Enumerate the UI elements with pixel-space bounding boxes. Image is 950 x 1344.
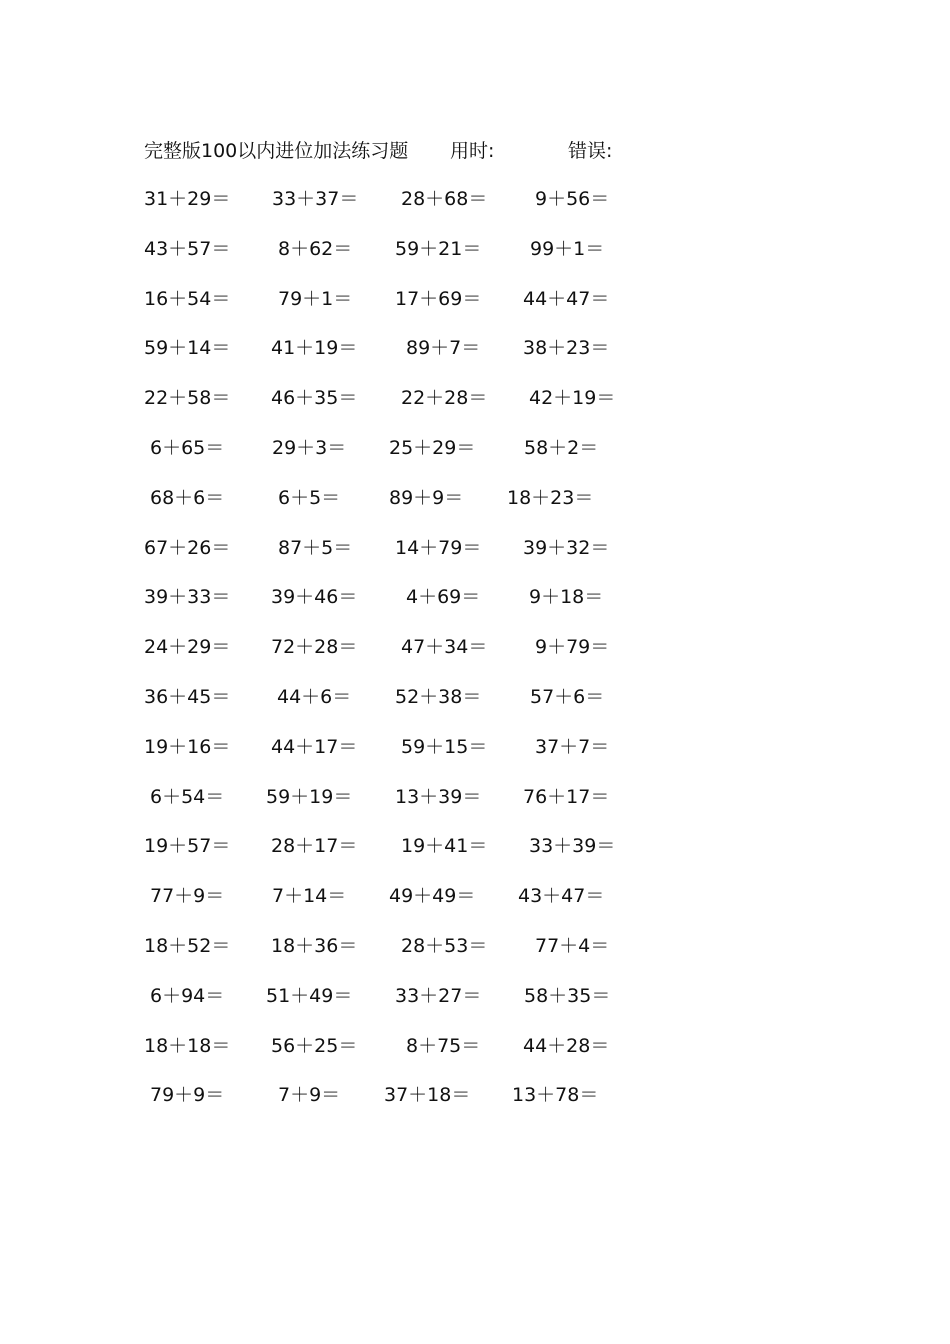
- problem-row: [0, 184, 700, 214]
- addition-problem: 59＋15＝: [401, 735, 488, 758]
- problem-row: [0, 533, 700, 563]
- addition-problem: 16＋54＝: [144, 287, 231, 310]
- addition-problem: 42＋19＝: [529, 387, 616, 410]
- addition-problem: 37＋18＝: [384, 1084, 471, 1107]
- problem-row: [0, 234, 700, 264]
- problem-row: [0, 383, 700, 413]
- addition-problem: 39＋32＝: [523, 536, 610, 559]
- addition-problem: 33＋37＝: [272, 188, 359, 210]
- problem-row: [0, 682, 700, 712]
- addition-problem: 87＋5＝: [278, 536, 353, 559]
- problem-row: [0, 632, 700, 662]
- addition-problem: 19＋41＝: [401, 835, 488, 858]
- addition-problem: 44＋28＝: [523, 1034, 610, 1057]
- problem-row: [0, 1080, 700, 1110]
- addition-problem: 72＋28＝: [271, 636, 358, 659]
- addition-problem: 29＋3＝: [272, 437, 347, 459]
- addition-problem: 17＋69＝: [395, 287, 482, 310]
- addition-problem: 68＋6＝: [150, 486, 225, 509]
- problem-row: [0, 433, 700, 463]
- problem-row: [0, 483, 700, 513]
- addition-problem: 18＋52＝: [144, 935, 231, 957]
- addition-problem: 56＋25＝: [271, 1034, 358, 1057]
- addition-problem: 33＋39＝: [529, 835, 616, 858]
- time-used-label: 用时:: [450, 140, 495, 162]
- problem-row: [0, 931, 700, 961]
- worksheet-title: 完整版100以内进位加法练习题: [144, 140, 409, 162]
- addition-problem: 47＋34＝: [401, 636, 488, 659]
- addition-problem: 8＋62＝: [278, 237, 353, 260]
- addition-problem: 18＋23＝: [507, 486, 594, 509]
- addition-problem: 9＋56＝: [535, 188, 610, 210]
- addition-problem: 41＋19＝: [271, 337, 358, 360]
- addition-problem: 4＋69＝: [406, 586, 481, 609]
- addition-problem: 6＋5＝: [278, 486, 341, 509]
- problem-row: [0, 582, 700, 612]
- addition-problem: 44＋47＝: [523, 287, 610, 310]
- addition-problem: 52＋38＝: [395, 686, 482, 708]
- addition-problem: 28＋17＝: [271, 835, 358, 858]
- addition-problem: 59＋21＝: [395, 237, 482, 260]
- addition-problem: 6＋65＝: [150, 437, 225, 459]
- addition-problem: 37＋7＝: [535, 735, 610, 758]
- addition-problem: 28＋53＝: [401, 935, 488, 957]
- addition-problem: 79＋1＝: [278, 287, 353, 310]
- addition-problem: 59＋14＝: [144, 337, 231, 360]
- addition-problem: 57＋6＝: [530, 686, 605, 708]
- addition-problem: 43＋57＝: [144, 237, 231, 260]
- addition-problem: 39＋46＝: [271, 586, 358, 609]
- addition-problem: 9＋79＝: [535, 636, 610, 659]
- addition-problem: 67＋26＝: [144, 536, 231, 559]
- problem-row: [0, 831, 700, 861]
- errors-label: 错误:: [568, 140, 613, 162]
- addition-problem: 58＋35＝: [524, 984, 611, 1007]
- addition-problem: 44＋17＝: [271, 735, 358, 758]
- addition-problem: 89＋9＝: [389, 486, 464, 509]
- addition-problem: 38＋23＝: [523, 337, 610, 360]
- addition-problem: 43＋47＝: [518, 885, 605, 908]
- addition-problem: 22＋28＝: [401, 387, 488, 410]
- addition-problem: 18＋36＝: [271, 935, 358, 957]
- addition-problem: 79＋9＝: [150, 1084, 225, 1107]
- addition-problem: 6＋94＝: [150, 984, 225, 1007]
- addition-problem: 9＋18＝: [529, 586, 604, 609]
- addition-problem: 59＋19＝: [266, 785, 353, 808]
- addition-problem: 6＋54＝: [150, 785, 225, 808]
- addition-problem: 49＋49＝: [389, 885, 476, 908]
- addition-problem: 19＋16＝: [144, 735, 231, 758]
- addition-problem: 19＋57＝: [144, 835, 231, 858]
- addition-problem: 51＋49＝: [266, 984, 353, 1007]
- addition-problem: 44＋6＝: [277, 686, 352, 708]
- addition-problem: 36＋45＝: [144, 686, 231, 708]
- problem-row: [0, 782, 700, 812]
- addition-problem: 46＋35＝: [271, 387, 358, 410]
- problem-row: [0, 881, 700, 911]
- addition-problem: 58＋2＝: [524, 437, 599, 459]
- addition-problem: 28＋68＝: [401, 188, 488, 210]
- addition-problem: 76＋17＝: [523, 785, 610, 808]
- addition-problem: 33＋27＝: [395, 984, 482, 1007]
- addition-problem: 14＋79＝: [395, 536, 482, 559]
- addition-problem: 8＋75＝: [406, 1034, 481, 1057]
- addition-problem: 77＋4＝: [535, 935, 610, 957]
- problem-row: [0, 732, 700, 762]
- addition-problem: 99＋1＝: [530, 237, 605, 260]
- addition-problem: 25＋29＝: [389, 437, 476, 459]
- addition-problem: 22＋58＝: [144, 387, 231, 410]
- problem-row: [0, 1031, 700, 1061]
- addition-problem: 13＋39＝: [395, 785, 482, 808]
- addition-problem: 39＋33＝: [144, 586, 231, 609]
- addition-problem: 18＋18＝: [144, 1034, 231, 1057]
- addition-problem: 13＋78＝: [512, 1084, 599, 1107]
- addition-problem: 89＋7＝: [406, 337, 481, 360]
- addition-problem: 7＋14＝: [272, 885, 347, 908]
- problem-row: [0, 333, 700, 363]
- addition-problem: 7＋9＝: [278, 1084, 341, 1107]
- addition-problem: 77＋9＝: [150, 885, 225, 908]
- problem-row: [0, 284, 700, 314]
- problem-row: [0, 981, 700, 1011]
- addition-problem: 31＋29＝: [144, 188, 231, 210]
- addition-problem: 24＋29＝: [144, 636, 231, 659]
